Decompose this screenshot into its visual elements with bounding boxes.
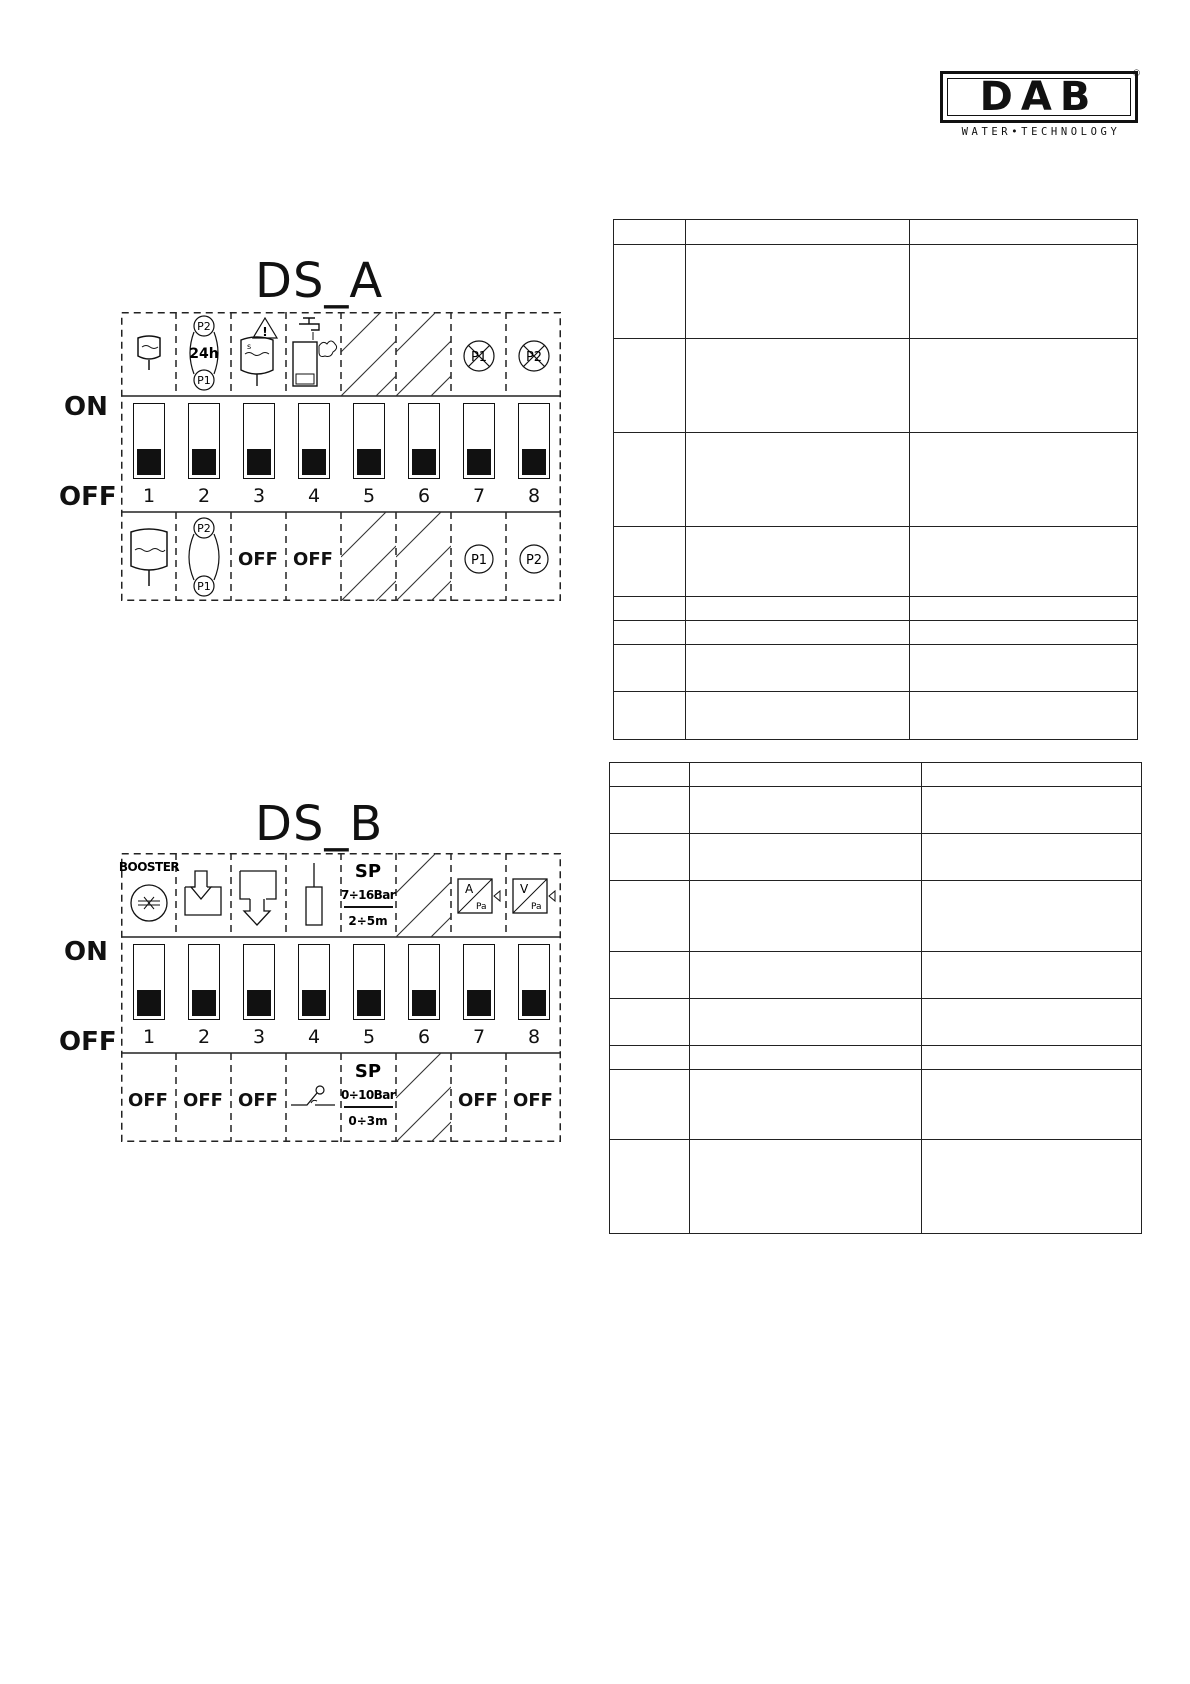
ds-a-p2-disabled-text: P2 [525,350,543,365]
inlet-arrow-icon [181,867,227,923]
ds-b-off-col1-label: OFF [128,1090,168,1111]
ds-a-off-label: OFF [59,482,117,512]
ds-b-off-col2-label: OFF [183,1090,223,1111]
p1-disabled-icon [461,338,497,374]
ds-a-p1-disabled-text: P1 [470,350,488,365]
ds-b-off-col3-label: OFF [238,1090,278,1111]
table-row [610,1070,1142,1140]
tank-warning-icon [235,314,283,394]
table-row [614,433,1138,527]
logo-wordmark: DAB [979,74,1099,120]
logo-registered-mark: ® [1132,69,1141,79]
analog-current-icon [454,871,506,921]
ds-a-switch-4[interactable] [298,403,330,479]
ds-a-off-col3-label: OFF [238,549,278,570]
ds-a-title: DS_A [255,253,384,309]
ds-a-alt-off-p2-text: P2 [197,522,211,535]
ds-a-on-label: ON [64,392,108,422]
ds-b-switch-1[interactable] [133,944,165,1020]
ds-b-switch-number-1: 1 [142,1026,156,1048]
table-row [610,881,1142,952]
ds-a-switch-7[interactable] [463,403,495,479]
ds-a-switch-3[interactable] [243,403,275,479]
ds-b-sp-off-m-text: 0÷3m [348,1114,388,1128]
ds-b-v-pa-text: Pa [531,902,542,912]
p2-disabled-icon [516,338,552,374]
ds-b-switch-number-2: 2 [197,1026,211,1048]
dab-logo [940,71,1142,141]
ds-b-switch-7[interactable] [463,944,495,1020]
alternation-icon [180,516,226,598]
float-switch-icon [289,1079,339,1119]
ds-b-switch-3[interactable] [243,944,275,1020]
ds-b-sp-on-bar-text: 7÷16Bar [340,888,396,902]
table-row [614,339,1138,433]
ds-b-sp-off-bar-text: 0÷10Bar [340,1088,396,1102]
ds-a-off-col4-label: OFF [293,549,333,570]
tap-tank-icon [289,314,339,394]
ds-b-title: DS_B [255,796,384,852]
ds-b-switch-6[interactable] [408,944,440,1020]
ds-a-p1-text: P1 [470,553,488,568]
ds-b-switch-number-6: 6 [417,1026,431,1048]
svg-text:!: ! [262,325,268,339]
table-row [610,952,1142,999]
ds-b-sp-on-m-text: 2÷5m [348,914,388,928]
ds-b-switch-number-7: 7 [472,1026,486,1048]
ds-b-sp-on-text: SP [354,861,382,882]
ds-b-settings-table [609,762,1142,1234]
sensor-icon [297,861,331,931]
table-row [610,999,1142,1046]
ds-b-switch-4[interactable] [298,944,330,1020]
large-tank-icon [127,524,171,590]
ds-a-alt-p2-text: P2 [197,320,211,333]
ds-a-switch-1[interactable] [133,403,165,479]
ds-b-off-col7-label: OFF [458,1090,498,1111]
ds-b-switch-8[interactable] [518,944,550,1020]
table-row [614,527,1138,597]
ds-a-switch-number-1: 1 [142,485,156,507]
ds-a-switch-6[interactable] [408,403,440,479]
ds-a-dip-switch-panel [121,312,561,601]
table-row [614,220,1138,245]
ds-b-off-label: OFF [59,1027,117,1057]
ds-a-switch-5[interactable] [353,403,385,479]
ds-a-switch-number-2: 2 [197,485,211,507]
p1-icon [461,541,497,577]
sp-range-high-icon [341,855,396,935]
table-row [610,1046,1142,1070]
ds-b-switch-number-5: 5 [362,1026,376,1048]
ds-a-switch-number-6: 6 [417,485,431,507]
table-row [610,1140,1142,1234]
ds-a-switch-number-7: 7 [472,485,486,507]
ds-b-a-pa-text: Pa [476,902,487,912]
ds-a-switch-number-3: 3 [252,485,266,507]
ds-a-switch-2[interactable] [188,403,220,479]
table-row [610,763,1142,787]
ds-b-switch-5[interactable] [353,944,385,1020]
ds-a-switch-number-4: 4 [307,485,321,507]
svg-text:s: s [247,342,252,351]
ds-a-switch-8[interactable] [518,403,550,479]
sp-range-low-icon [341,1055,396,1139]
ds-b-switch-number-4: 4 [307,1026,321,1048]
table-row [614,245,1138,339]
ds-b-on-label: ON [64,937,108,967]
table-row [614,597,1138,621]
booster-icon [118,857,180,933]
ds-b-sp-off-text: SP [354,1061,382,1082]
table-row [610,787,1142,834]
table-row [614,692,1138,740]
ds-b-switch-number-8: 8 [527,1026,541,1048]
ds-a-switch-number-5: 5 [362,485,376,507]
ds-b-booster-text: BOOSTER [118,860,180,874]
ds-b-switch-2[interactable] [188,944,220,1020]
logo-tagline: WATER•TECHNOLOGY [961,126,1121,138]
ds-b-dip-switch-panel [118,853,561,1142]
ds-a-24h-text: 24h [189,346,219,362]
ds-b-v-text: V [520,882,529,896]
table-row [614,621,1138,645]
ds-b-switch-number-3: 3 [252,1026,266,1048]
p2-icon [516,541,552,577]
ds-a-alt-p1-text: P1 [197,374,211,387]
ds-b-off-col8-label: OFF [513,1090,553,1111]
analog-voltage-icon [509,871,561,921]
ds-a-alt-off-p1-text: P1 [197,580,211,593]
ds-a-p2-text: P2 [525,553,543,568]
ds-a-switch-number-8: 8 [527,485,541,507]
ds-a-settings-table [613,219,1138,740]
small-tank-icon [133,334,165,374]
ds-b-a-text: A [465,882,474,896]
table-row [610,834,1142,881]
table-row [614,645,1138,692]
outlet-arrow-icon [236,867,282,929]
alternation-24h-icon [180,314,226,394]
